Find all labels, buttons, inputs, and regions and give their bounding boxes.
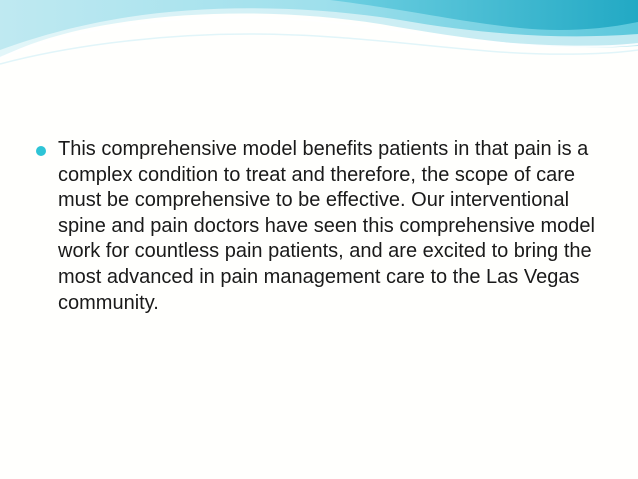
slide-body [36,137,606,316]
bullet-text: This comprehensive model benefits patients in that pain is a complex condition to treat and therefore, the scope of care must be comprehensive to be effective. Our interventional spine and pain doctors have seen this comprehensive model work for countless pain patients, and are excited to bring the most advanced in pain management care to the Las Vegas community. [58,138,595,314]
header-wave-decoration [0,0,638,80]
circle-bullet-icon [36,146,46,156]
bullet-item [36,137,606,316]
